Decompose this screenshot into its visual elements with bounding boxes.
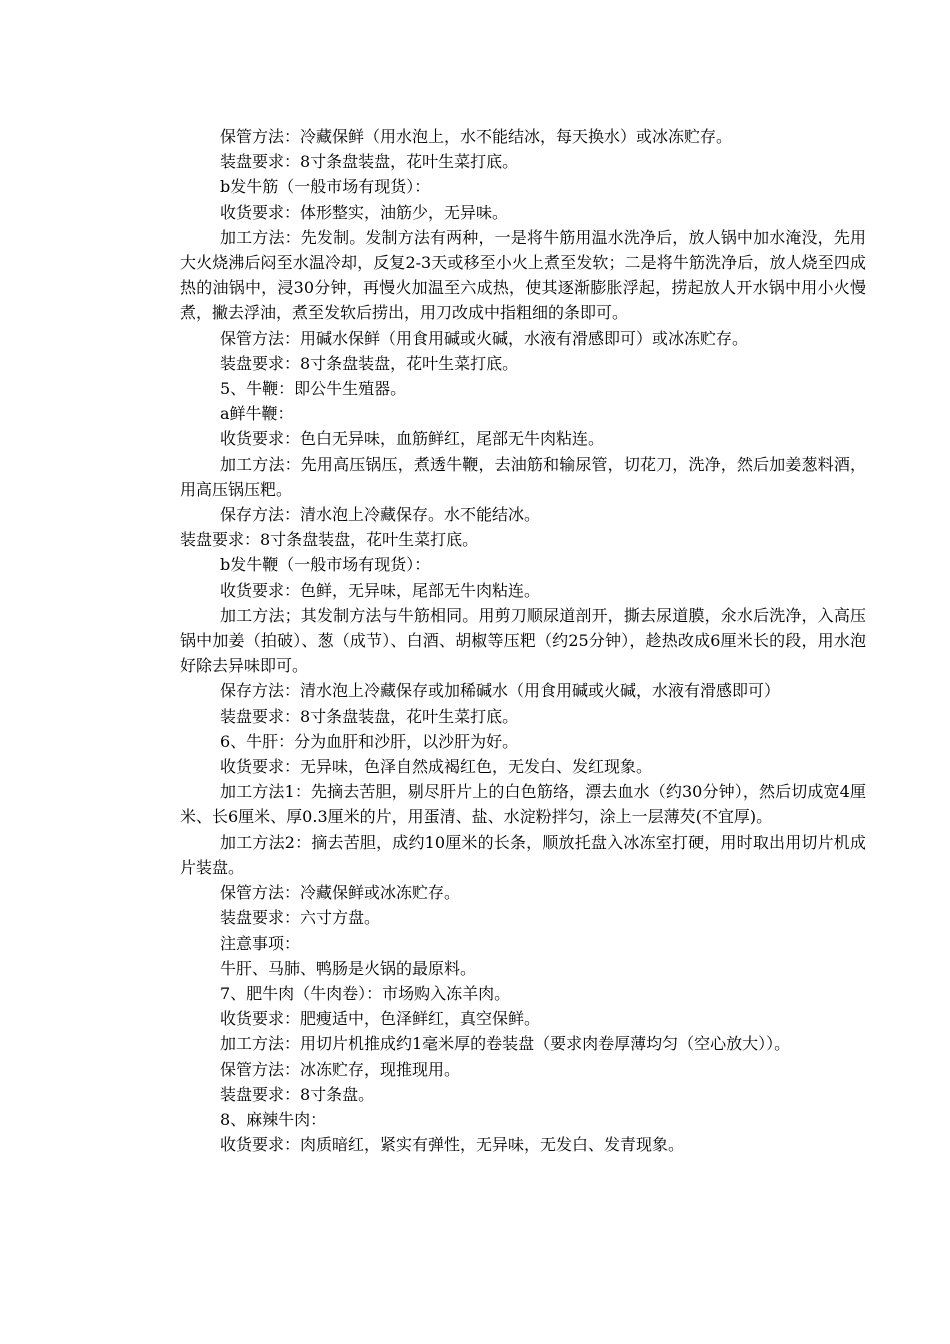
paragraph: b发牛筋（一般市场有现货）： bbox=[220, 177, 431, 197]
paragraph: 7、肥牛肉（牛肉卷）：市场购入冻羊肉。 bbox=[220, 983, 511, 1003]
paragraph: 保管方法：冰冻贮存，现推现用。 bbox=[220, 1059, 461, 1079]
paragraph: 保管方法：用碱水保鲜（用食用碱或火碱，水液有滑感即可）或冰冻贮存。 bbox=[220, 328, 749, 348]
document-page bbox=[180, 124, 866, 1157]
paragraph: 加工方法：先用高压锅压，煮透牛鞭，去油筋和输尿管，切花刀，洗净，然后加姜葱料酒，用高压锅压粑。 bbox=[180, 454, 866, 499]
paragraph: a鲜牛鞭： bbox=[220, 404, 294, 424]
paragraph: 装盘要求：8寸条盘装盘，花叶生菜打底。 bbox=[220, 152, 519, 172]
paragraph: 保管方法：冷藏保鲜或冰冻贮存。 bbox=[220, 883, 461, 903]
paragraph: 收货要求：无异味，色泽自然成褐红色，无发白、发红现象。 bbox=[220, 757, 653, 777]
paragraph: 注意事项： bbox=[220, 933, 301, 953]
paragraph: 6、牛肝：分为血肝和沙肝，以沙肝为好。 bbox=[220, 731, 519, 751]
paragraph: 保存方法：清水泡上冷藏保存或加稀碱水（用食用碱或火碱，水液有滑感即可） bbox=[220, 681, 781, 701]
paragraph: 加工方法：用切片机推成约1毫米厚的卷装盘（要求肉卷厚薄均匀（空心放大））。 bbox=[220, 1034, 791, 1054]
paragraph: 牛肝、马肺、鸭肠是火锅的最原料。 bbox=[220, 958, 477, 978]
paragraph: 8、麻辣牛肉： bbox=[220, 1109, 327, 1129]
paragraph: 5、牛鞭：即公牛生殖器。 bbox=[220, 379, 407, 399]
paragraph: 装盘要求：8寸条盘装盘，花叶生菜打底。 bbox=[220, 353, 519, 373]
paragraph: 收货要求：肉质暗红，紧实有弹性，无异味，无发白、发青现象。 bbox=[220, 1135, 685, 1155]
paragraph: 收货要求：色鲜，无异味，尾部无牛肉粘连。 bbox=[220, 580, 541, 600]
paragraph: 装盘要求：8寸条盘装盘，花叶生菜打底。 bbox=[180, 530, 479, 550]
paragraph: 装盘要求：8寸条盘。 bbox=[220, 1084, 375, 1104]
paragraph: 装盘要求：六寸方盘。 bbox=[220, 908, 381, 928]
paragraph: b发牛鞭（一般市场有现货）： bbox=[220, 555, 431, 575]
paragraph: 加工方法2：摘去苦胆，成约10厘米的长条，顺放托盘入冰冻室打硬，用时取出用切片机成片装盘。 bbox=[180, 832, 866, 877]
paragraph: 保管方法：冷藏保鲜（用水泡上，水不能结冰，每天换水）或冰冻贮存。 bbox=[220, 127, 733, 146]
paragraph: 加工方法；其发制方法与牛筋相同。用剪刀顺尿道剖开，撕去尿道膜，氽水后洗净，入高压锅中加姜（拍破）、葱（成节）、白酒、胡椒等压粑（约25分钟），趁热改成6厘米长的段，用水泡好除去异味即可。 bbox=[180, 605, 866, 676]
paragraph: 保存方法：清水泡上冷藏保存。水不能结冰。 bbox=[220, 505, 541, 525]
paragraph: 加工方法1：先摘去苦胆，剔尽肝片上的白色筋络，漂去血水（约30分钟），然后切成宽4厘米、长6厘米、厚0.3厘米的片，用蛋清、盐、水淀粉拌匀，涂上一层薄芡(不宜厚)。 bbox=[180, 782, 866, 827]
paragraph: 加工方法：先发制。发制方法有两种，一是将牛筋用温水洗净后，放人锅中加水淹没，先用大火烧沸后闷至水温冷却，反复2-3天或移至小火上煮至发软；二是将牛筋洗净后，放人烧至四成热的油锅中，浸30分钟，再慢火加温至六成热，使其逐渐膨胀浮起，捞起放人开水锅中用小火慢煮，撇去浮油，煮至发软后捞出，用刀改成中指粗细的条即可。 bbox=[180, 227, 866, 323]
paragraph: 收货要求：体形整实，油筋少，无异味。 bbox=[220, 202, 509, 222]
paragraph: 收货要求：色白无异味，血筋鲜红，尾部无牛肉粘连。 bbox=[220, 429, 605, 449]
paragraph: 收货要求：肥瘦适中，色泽鲜红，真空保鲜。 bbox=[220, 1009, 541, 1029]
paragraph: 装盘要求：8寸条盘装盘，花叶生菜打底。 bbox=[220, 706, 519, 726]
